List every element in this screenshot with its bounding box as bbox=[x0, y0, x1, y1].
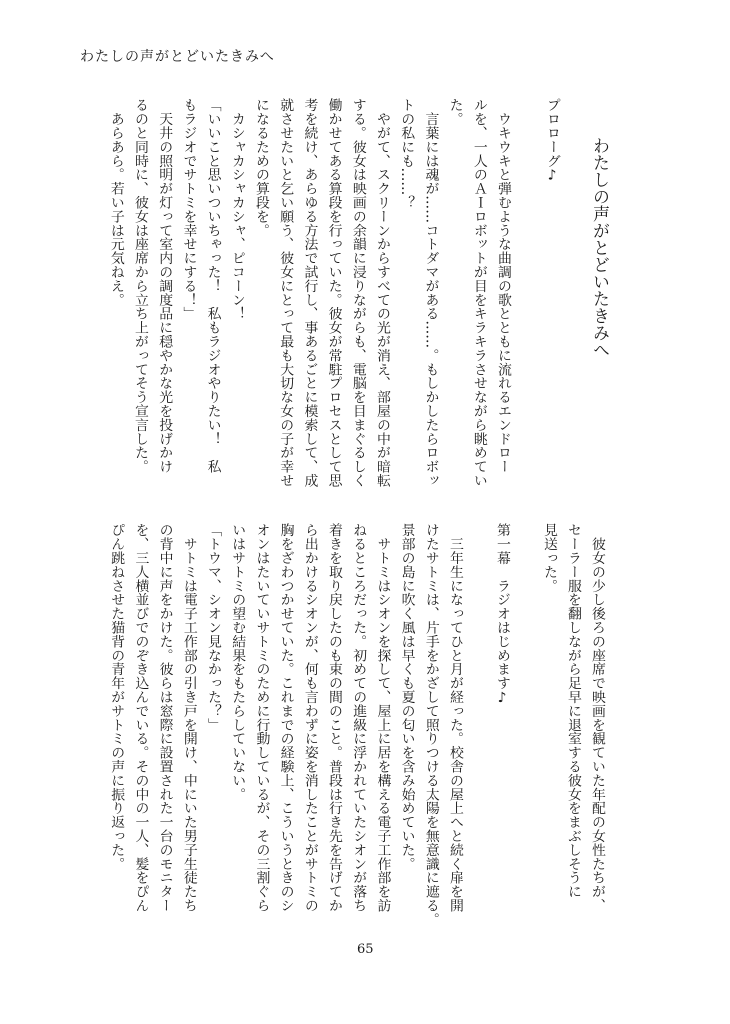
text-line: オンはたいていサトミのために行動しているが、その三割ぐら bbox=[253, 523, 270, 913]
text-line: 言葉には魂が……コトダマがある……。もしかしたらロボッ bbox=[422, 98, 439, 488]
text-line: 着きを取り戻したのも束の間のこと。普段は行き先を告げてか bbox=[326, 523, 342, 913]
text-line: あらあら。若い子は元気ねえ。 bbox=[107, 98, 124, 307]
text-line: けたサトミは、片手をかざして照りつける太陽を無意識に遮る。 bbox=[422, 523, 439, 927]
text-line: を、三人横並びでのぞき込んでいる。その中の一人、髪をぴん bbox=[132, 523, 149, 913]
text-line: もラジオでサトミを幸せにする！」 bbox=[180, 98, 197, 321]
text-line: の背中に声をかけた。彼らは窓際に設置された一台のモニター bbox=[156, 523, 173, 913]
section-heading: 第一幕 ラジオはじめます♪ bbox=[494, 523, 510, 706]
text-line: 三年生になってひと月が経った。校舎の屋上へと続く扉を開 bbox=[447, 523, 463, 913]
text-line: 彼女の少し後ろの座席で映画を観ていた年配の女性たちが、 bbox=[589, 523, 605, 913]
text-line: トの私にも……？ bbox=[398, 98, 415, 210]
text-line: ぴん跳ねさせた猫背の青年がサトミの声に振り返った。 bbox=[108, 523, 125, 871]
text-line: るのと同時に、彼女は座席から立ち上がってそう宣言した。 bbox=[132, 98, 148, 474]
text-line: いはサトミの望む結果をもたらしていない。 bbox=[229, 523, 246, 801]
text-line: 考を続け、あらゆる方法で試行し、事あるごとに模索して、成 bbox=[301, 98, 318, 488]
text-line: になるための算段を。 bbox=[253, 98, 269, 237]
text-line: 見送った。 bbox=[541, 523, 557, 593]
text-line: 天井の照明が灯って室内の調度品に穏やかな光を投げかけ bbox=[156, 98, 173, 474]
text-line: 働かせてある算段を行っていた。彼女が常駐プロセスとして思 bbox=[325, 98, 342, 488]
text-line: カシャカシャカシャ、ピコーン！ bbox=[228, 98, 245, 321]
text-line: ルを、一人のＡＩロボットが目をキラキラさせながら眺めてい bbox=[470, 98, 487, 488]
text-line: ねるところだった。初めての進級に浮かれていたシオンが落ち bbox=[350, 523, 367, 913]
text-line: ウキウキと弾むような曲調の歌とともに流れるエンドロー bbox=[495, 98, 511, 474]
text-line: た。 bbox=[446, 98, 463, 126]
text-line: 景部の島に吹く風は早くも夏の匂いを含み始めていた。 bbox=[398, 523, 415, 871]
text-line: サトミはシオンを探して、屋上に居を構える電子工作部を訪 bbox=[374, 523, 391, 913]
text-line: やがて、スクリーンからすべての光が消え、部屋の中が暗転 bbox=[374, 98, 390, 488]
text-line: セーラー服を翻しながら足早に退室する彼女をまぶしそうに bbox=[565, 523, 581, 899]
text-line: 就させたいと乞い願う、彼女にとって最も大切な女の子が幸せ bbox=[277, 98, 294, 488]
section-heading: プロローグ♪ bbox=[544, 98, 560, 184]
page-number: 65 bbox=[357, 942, 374, 957]
text-line: ら出かけるシオンが、何も言わずに姿を消したことがサトミの bbox=[301, 523, 318, 913]
text-line: する。彼女は映画の余韻に浸りながらも、電脳を目まぐるしく bbox=[349, 98, 366, 488]
text-line: 胸をざわつかせていた。これまでの経験上、こういうときのシ bbox=[277, 523, 294, 913]
chapter-title: わたしの声がとどいたきみへ bbox=[589, 137, 609, 358]
text-line: 「いいこと思いついちゃった！ 私もラジオやりたい！ 私 bbox=[204, 98, 221, 474]
text-line: 「トウマ、シオン見なかった？」 bbox=[205, 523, 221, 732]
running-head: わたしの声がとどいたきみへ bbox=[80, 49, 275, 65]
text-line: サトミは電子工作部の引き戸を開け、中にいた男子生徒たち bbox=[180, 523, 197, 913]
